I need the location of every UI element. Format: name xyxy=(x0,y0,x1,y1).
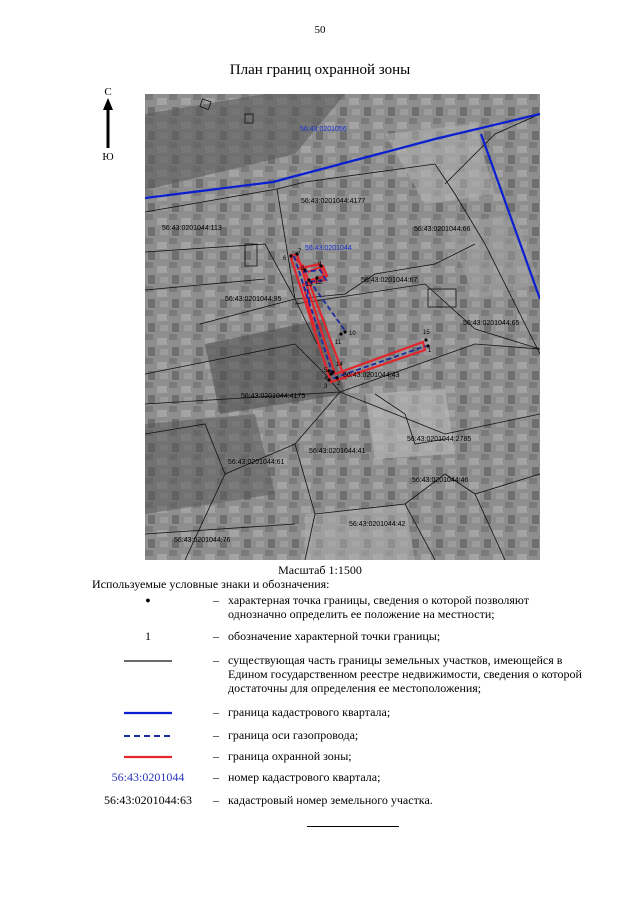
legend-description: характерная точка границы, сведения о которой позволяют однозначно определить ее положение на местности; xyxy=(228,593,529,621)
parcel-label: 56:43:0201044:42 xyxy=(349,521,406,528)
point-dot xyxy=(424,338,427,341)
point-label-2: 2 xyxy=(337,381,341,387)
legend-description: существующая часть границы земельных участков, имеющейся в Едином государственном реестре недвижимости, сведения о которой достаточны для определения ее местоположения; xyxy=(228,653,582,695)
quarter-label: 56:43:0201044 xyxy=(305,245,352,252)
parcel-label: 56:43:0201044:67 xyxy=(361,277,418,284)
page-number: 50 xyxy=(314,24,326,36)
point-dot xyxy=(331,370,334,373)
legend-symbol-text: 1 xyxy=(145,629,151,643)
parcel-label: 56:43:0201044:76 xyxy=(174,537,231,544)
map-frame xyxy=(145,94,540,560)
point-label-5: 5 xyxy=(324,368,328,374)
parcel-label: 56:43:0201044:95 xyxy=(225,296,282,303)
parcel-label: 56:43:0201044:4177 xyxy=(301,198,366,205)
point-dot xyxy=(327,369,330,372)
legend-description: граница охранной зоны; xyxy=(228,749,352,763)
legend-dash: – xyxy=(213,770,219,784)
point-dot xyxy=(289,254,292,257)
point-symbol-icon: ● xyxy=(145,595,151,605)
legend-dash: – xyxy=(213,749,219,763)
cadastral-map xyxy=(145,94,540,560)
point-label-12: 12 xyxy=(315,280,322,286)
point-label-4: 4 xyxy=(324,376,328,382)
point-label-11: 11 xyxy=(335,340,342,346)
parcel-label: 56:43:0201044:46 xyxy=(412,477,469,484)
compass-south-label: Ю xyxy=(102,151,114,163)
legend-title: Используемые условные знаки и обозначения: xyxy=(92,577,330,591)
point-label-9: 9 xyxy=(318,261,322,267)
point-label-14: 14 xyxy=(336,362,343,368)
point-label-10: 10 xyxy=(349,331,356,337)
quarter-boundary-line-icon xyxy=(88,705,208,719)
point-label-6: 6 xyxy=(283,256,287,262)
legend-dash: – xyxy=(213,593,219,607)
legend-dash: – xyxy=(213,705,219,719)
parcel-label: 56:43:0201044:66 xyxy=(414,226,471,233)
map-scale: Масштаб 1:1500 xyxy=(278,563,362,577)
parcel-label: 56:43:0201044:4175 xyxy=(241,393,306,400)
parcel-label: 56:43:0201044:41 xyxy=(309,448,366,455)
parcel-label: 56:43:0201044:2785 xyxy=(407,436,472,443)
point-label-3: 3 xyxy=(324,384,328,390)
legend-description: граница кадастрового квартала; xyxy=(228,705,391,719)
plan-title: План границ охранной зоны xyxy=(229,62,411,78)
point-label-1: 1 xyxy=(428,348,432,354)
legend-description: кадастровый номер земельного участка. xyxy=(228,793,433,807)
parcel-label: 56:43:0201044:113 xyxy=(162,225,222,232)
footer-rule xyxy=(307,826,399,827)
legend-dash: – xyxy=(213,629,219,643)
parcel-label: 56:43:0201044:61 xyxy=(228,459,285,466)
point-label-8: 8 xyxy=(301,266,305,272)
point-dot xyxy=(339,332,342,335)
parcel-label: 56:43:0201044:43 xyxy=(343,372,400,379)
quarter-label: 56:43:0201056 xyxy=(300,126,347,133)
parcel-label: 56:43:0201044:65 xyxy=(463,320,520,327)
legend-dash: – xyxy=(213,653,219,667)
north-arrow-icon xyxy=(96,86,120,166)
point-dot xyxy=(343,330,346,333)
legend-symbol-text: 56:43:0201044:63 xyxy=(103,793,192,807)
compass-north-label: С xyxy=(104,86,112,98)
legend-description: граница оси газопровода; xyxy=(228,728,359,742)
protection-zone-line-icon xyxy=(88,749,208,763)
point-label-13: 13 xyxy=(306,282,313,288)
point-label-15: 15 xyxy=(423,330,430,336)
legend-description: обозначение характерной точки границы; xyxy=(228,629,441,643)
gas-axis-line-icon xyxy=(88,728,208,742)
point-dot xyxy=(335,376,338,379)
point-label-7: 7 xyxy=(298,249,302,255)
legend-symbol-text: 56:43:0201044 xyxy=(111,770,185,784)
legend-dash: – xyxy=(213,728,219,742)
legend-dash: – xyxy=(213,793,219,807)
legend-description: номер кадастрового квартала; xyxy=(228,770,381,784)
point-dot xyxy=(327,378,330,381)
existing-boundary-line-icon xyxy=(88,653,208,667)
